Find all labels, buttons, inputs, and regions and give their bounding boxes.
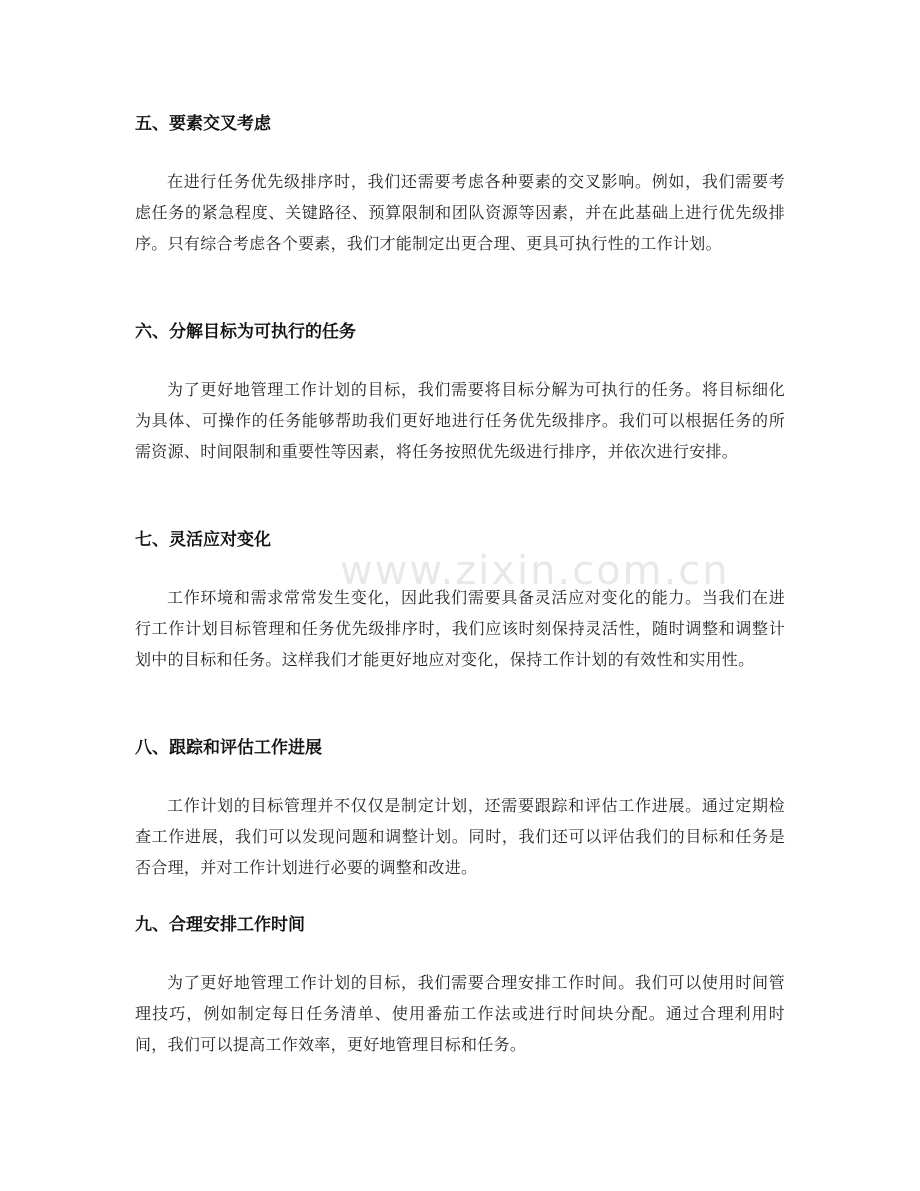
- section-paragraph: 为了更好地管理工作计划的目标，我们需要将目标分解为可执行的任务。将目标细化为具体、可操作的任务能够帮助我们更好地进行任务优先级排序。我们可以根据任务的所需资源、时间限制和重要性等因素，将任务按照优先级进行排序，并依次进行安排。: [135, 380, 785, 461]
- section-heading: 六、分解目标为可执行的任务: [135, 322, 356, 342]
- section-8: [135, 736, 785, 883]
- section-paragraph: 为了更好地管理工作计划的目标，我们需要合理安排工作时间。我们可以使用时间管理技巧，例如制定每日任务清单、使用番茄工作法或进行时间块分配。通过合理利用时间，我们可以提高工作效率，更好地管理目标和任务。: [135, 973, 785, 1054]
- section-5: [135, 112, 785, 259]
- section-paragraph: 工作环境和需求常常发生变化，因此我们需要具备灵活应对变化的能力。当我们在进行工作计划目标管理和任务优先级排序时，我们应该时刻保持灵活性，随时调整和调整计划中的目标和任务。这样我们才能更好地应对变化，保持工作计划的有效性和实用性。: [135, 588, 785, 669]
- section-paragraph: 在进行任务优先级排序时，我们还需要考虑各种要素的交叉影响。例如，我们需要考虑任务的紧急程度、关键路径、预算限制和团队资源等因素，并在此基础上进行优先级排序。只有综合考虑各个要素，我们才能制定出更合理、更具可执行性的工作计划。: [135, 172, 785, 253]
- section-heading: 八、跟踪和评估工作进展: [135, 738, 322, 758]
- section-heading: 七、灵活应对变化: [135, 530, 271, 550]
- section-9: [135, 913, 785, 1060]
- section-7: [135, 528, 785, 675]
- watermark: www.zixin.com.cn: [340, 548, 730, 594]
- section-heading: 九、合理安排工作时间: [135, 915, 305, 935]
- section-paragraph: 工作计划的目标管理并不仅仅是制定计划，还需要跟踪和评估工作进展。通过定期检查工作进展，我们可以发现问题和调整计划。同时，我们还可以评估我们的目标和任务是否合理，并对工作计划进行必要的调整和改进。: [135, 796, 785, 877]
- section-6: [135, 320, 785, 467]
- section-heading: 五、要素交叉考虑: [135, 114, 271, 134]
